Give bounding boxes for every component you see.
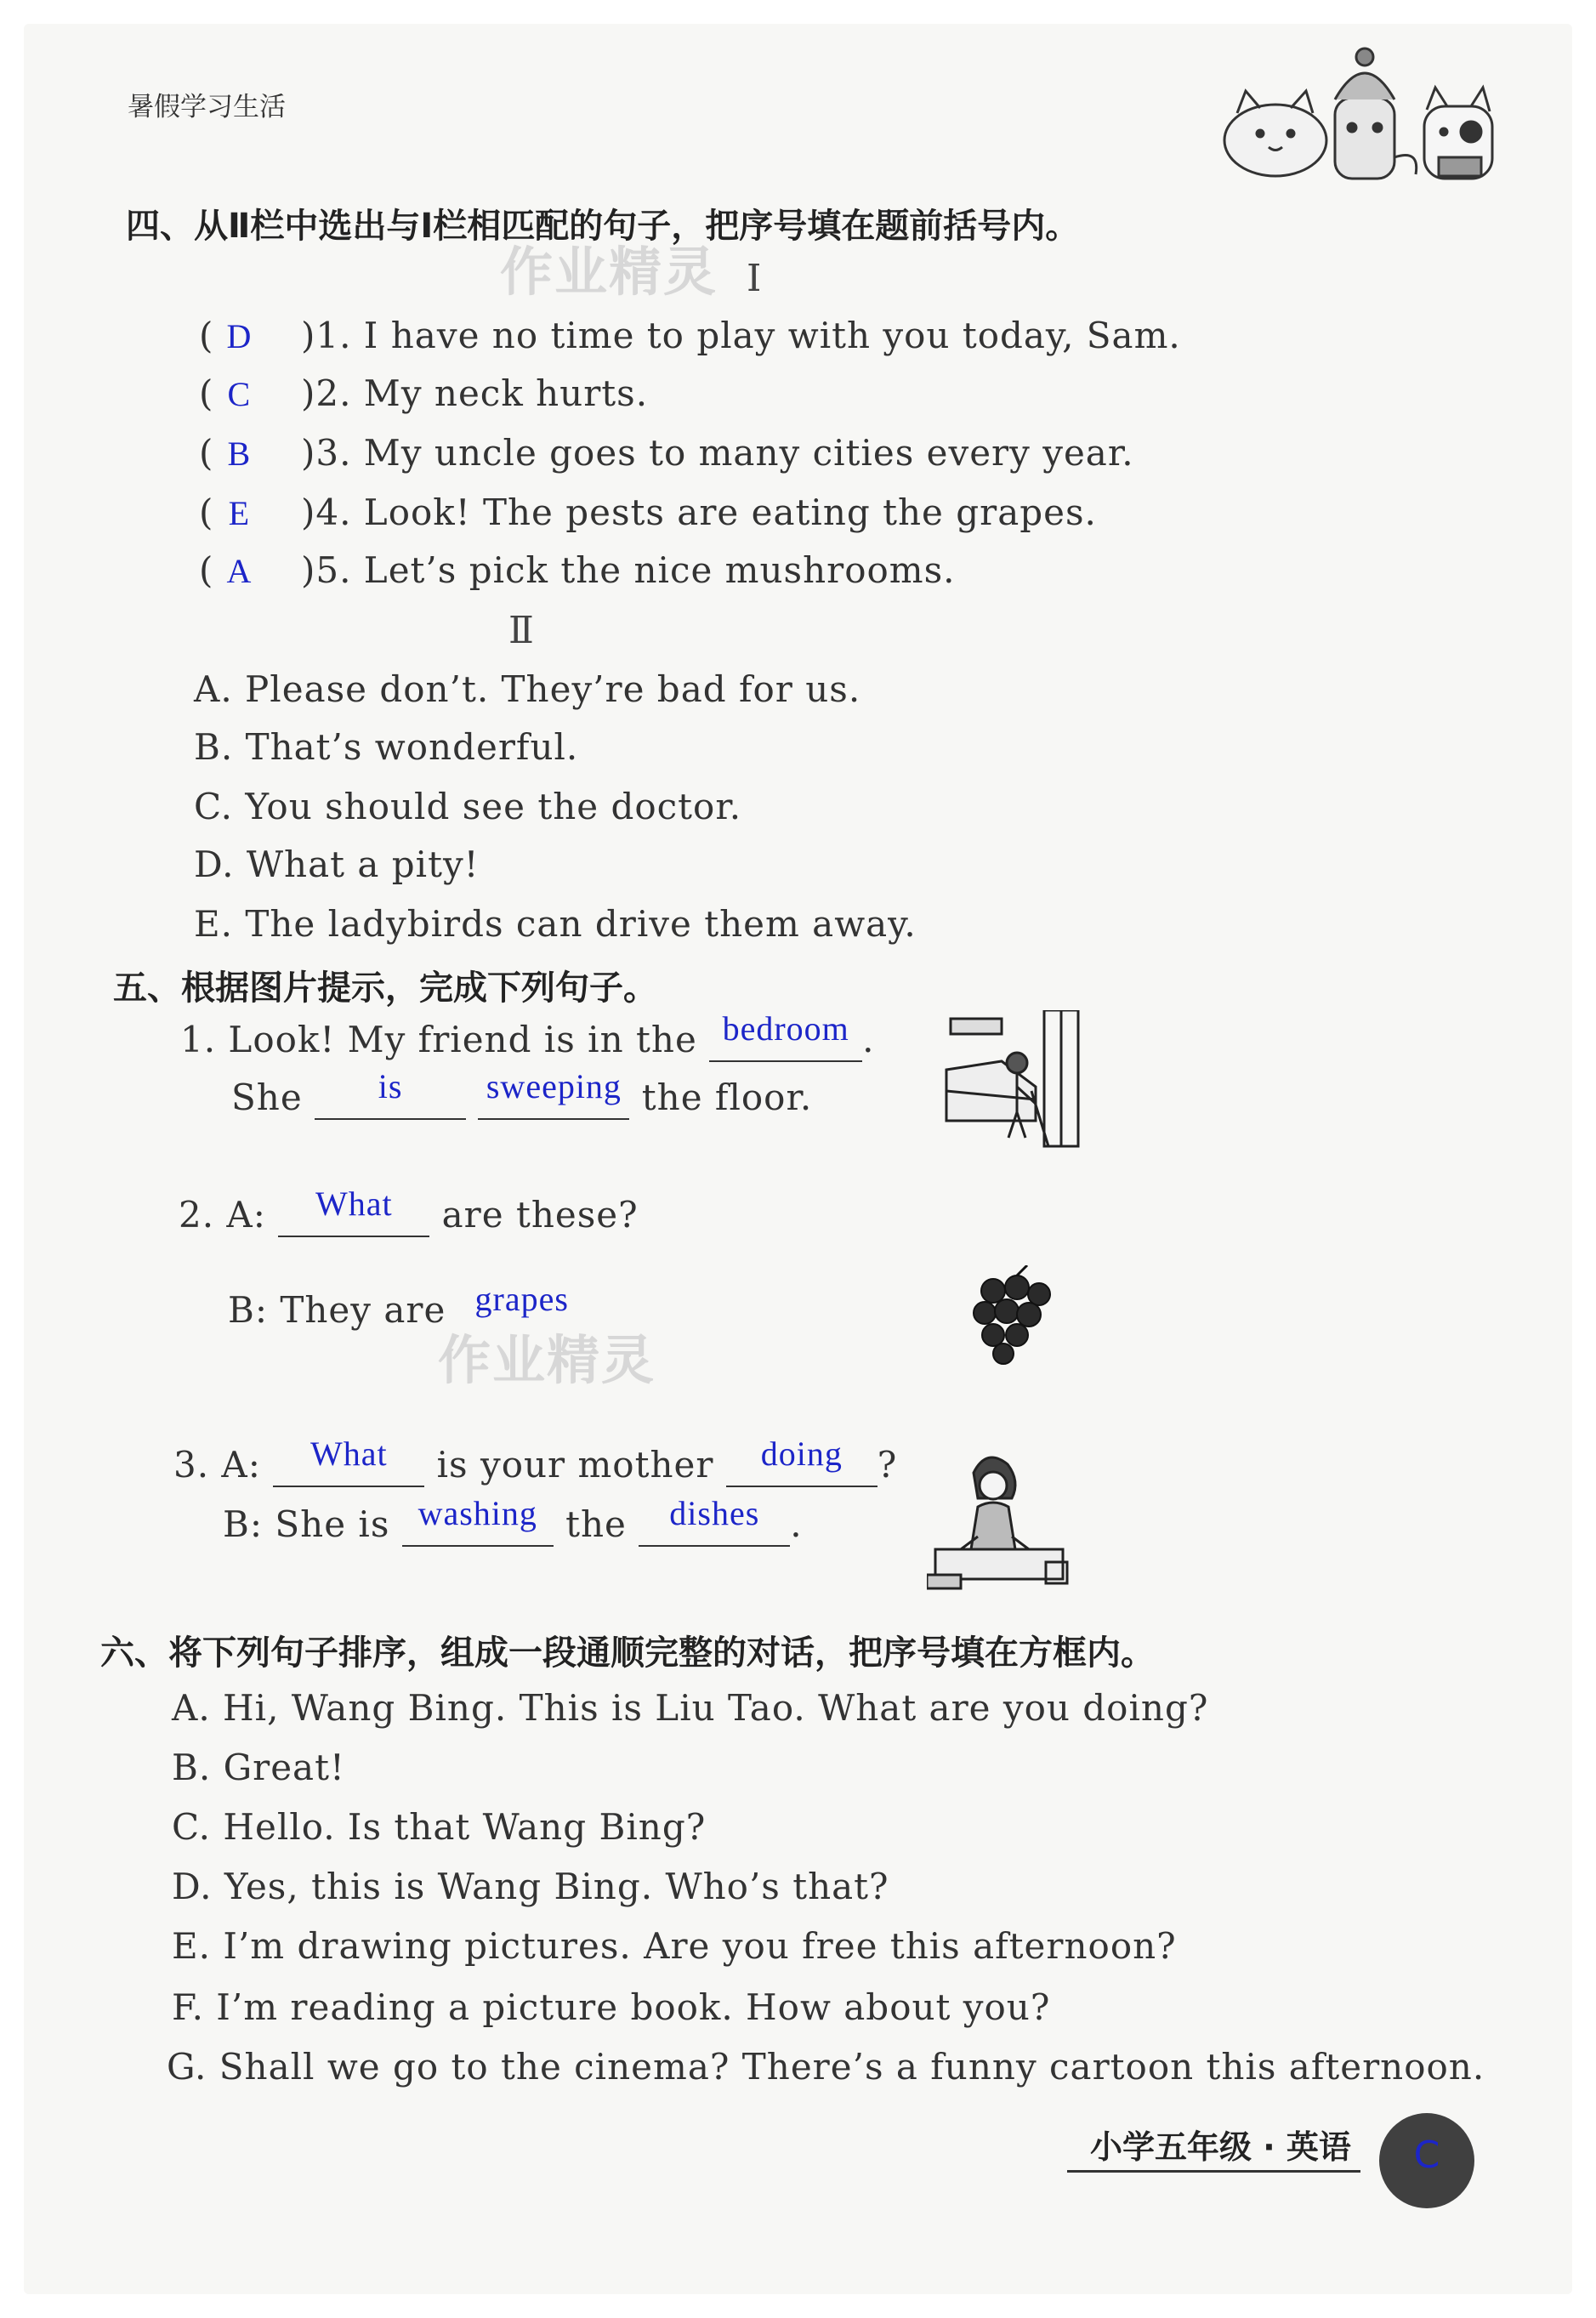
q1-text-floor: the floor.: [641, 1077, 813, 1118]
page-badge: [1379, 2113, 1474, 2208]
q3-answer-what: What: [310, 1435, 388, 1473]
section4-title: 四、从Ⅱ栏中选出与Ⅰ栏相匹配的句子，把序号填在题前括号内。: [126, 207, 1080, 246]
q2-text-a: 2. A:: [179, 1194, 266, 1236]
match-item-5: ( A )5. Let’s pick the nice mushrooms.: [199, 549, 956, 591]
q2-answer-grapes: grapes: [474, 1280, 569, 1318]
q2-answer-what: What: [315, 1185, 393, 1223]
dialogue-line-a: A. Hi, Wang Bing. This is Liu Tao. What are you doing?: [172, 1687, 1209, 1729]
option-e: E. The ladybirds can drive them away.: [194, 903, 917, 945]
match-answer: A: [226, 552, 253, 590]
match-item-2: ( C )2. My neck hurts.: [199, 372, 649, 414]
match-item-4: ( E )4. Look! The pests are eating the grapes.: [199, 491, 1097, 533]
match-text: )5. Let’s pick the nice mushrooms.: [301, 549, 956, 591]
q1-text-she: She: [231, 1077, 303, 1118]
q2-text-b: B: They are: [228, 1289, 446, 1331]
q3-line-a: [173, 1435, 898, 1489]
q3-text-a: 3. A:: [173, 1444, 261, 1486]
watermark: 作业精灵: [438, 1329, 656, 1391]
match-text: )3. My uncle goes to many cities every year.: [301, 432, 1134, 474]
match-answer: E: [228, 494, 251, 532]
dialogue-line-d: D. Yes, this is Wang Bing. Who’s that?: [172, 1866, 889, 1907]
q1-answer-is: is: [378, 1067, 403, 1105]
q2-text-these: are these?: [441, 1194, 639, 1236]
option-b: B. That’s wonderful.: [194, 726, 579, 768]
sweeping-girl-picture: [942, 1010, 1087, 1155]
q3-text-mid: is your mother: [436, 1444, 714, 1486]
q1-line1: [180, 1009, 875, 1064]
q3-answer-doing: doing: [760, 1435, 843, 1473]
section6-title: 六、将下列句子排序，组成一段通顺完整的对话，把序号填在方框内。: [100, 1633, 1155, 1673]
match-text: )1. I have no time to play with you today, Sam.: [301, 315, 1181, 356]
column2-label: Ⅱ: [508, 609, 534, 652]
dialogue-line-c: C. Hello. Is that Wang Bing?: [172, 1806, 707, 1848]
q3-text-b: B: She is: [223, 1503, 390, 1545]
dialogue-line-f: F. I’m reading a picture book. How about you?: [172, 1986, 1051, 2028]
page-badge-letter: C: [1413, 2133, 1440, 2177]
match-text: )2. My neck hurts.: [301, 372, 649, 414]
dialogue-line-e: E. I’m drawing pictures. Are you free this afternoon?: [172, 1925, 1177, 1967]
q1-period: .: [862, 1019, 875, 1060]
section5-title: 五、根据图片提示，完成下列句子。: [113, 969, 657, 1008]
dialogue-line-g: G. Shall we go to the cinema? There’s a funny cartoon this afternoon.: [167, 2046, 1485, 2088]
q3-line-b: [223, 1494, 803, 1548]
q1-answer-sweeping: sweeping: [486, 1067, 622, 1105]
q3-answer-washing: washing: [417, 1494, 537, 1532]
header-title: 暑假学习生活: [128, 92, 286, 122]
cats-illustration: [1216, 38, 1505, 183]
q3-question-mark: ?: [877, 1444, 898, 1486]
footer-grade-subject: 小学五年级 · 英语: [1090, 2128, 1351, 2166]
match-answer: D: [226, 317, 253, 355]
match-answer: B: [227, 435, 252, 473]
q3-answer-dishes: dishes: [669, 1494, 760, 1532]
q3-period: .: [790, 1503, 803, 1545]
dialogue-line-b: B. Great!: [172, 1747, 345, 1788]
q2-line-a: [179, 1185, 639, 1239]
match-item-1: ( D )1. I have no time to play with you today, Sam.: [199, 315, 1181, 356]
q1-line2: [231, 1067, 813, 1122]
footer-divider: [1067, 2170, 1360, 2173]
grapes-picture: [968, 1265, 1061, 1367]
match-text: )4. Look! The pests are eating the grapes.: [301, 491, 1097, 533]
option-c: C. You should see the doctor.: [194, 786, 742, 827]
column1-label: Ⅰ: [747, 257, 762, 300]
q1-text: 1. Look! My friend is in the: [180, 1019, 697, 1060]
match-answer: C: [227, 375, 252, 413]
option-a: A. Please don’t. They’re bad for us.: [194, 668, 861, 710]
mother-washing-picture: [927, 1447, 1071, 1590]
option-d: D. What a pity!: [194, 844, 480, 885]
match-item-3: ( B )3. My uncle goes to many cities every year.: [199, 432, 1134, 474]
q1-answer-bedroom: bedroom: [722, 1009, 849, 1048]
watermark: 作业精灵: [500, 241, 718, 303]
q3-text-the: the: [565, 1503, 627, 1545]
